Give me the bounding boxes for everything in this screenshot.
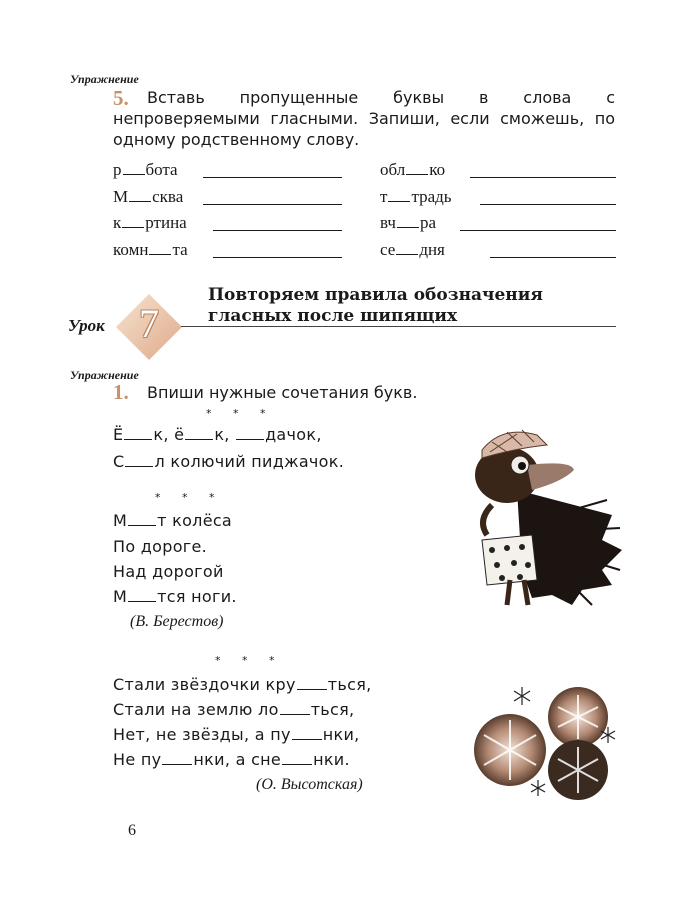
lesson-title-line2: гласных после шипящих xyxy=(208,306,458,326)
answer-line[interactable] xyxy=(213,257,342,258)
answer-line[interactable] xyxy=(203,204,342,205)
blank-gap[interactable] xyxy=(129,200,151,202)
stanza-divider: * * * xyxy=(155,491,224,504)
stanza-divider: * * * xyxy=(215,654,284,667)
exercise-number: 5. xyxy=(113,86,129,110)
blank-gap[interactable] xyxy=(282,763,312,765)
word-item: вч ра xyxy=(380,213,436,232)
blank-gap[interactable] xyxy=(185,438,213,440)
snowflake-balls-illustration xyxy=(470,675,620,805)
blank-gap[interactable] xyxy=(396,253,418,255)
blank-gap[interactable] xyxy=(280,713,310,715)
answer-line[interactable] xyxy=(203,177,342,178)
poem-line: М т колёса xyxy=(113,511,233,530)
blank-gap[interactable] xyxy=(149,253,171,255)
blank-gap[interactable] xyxy=(162,763,192,765)
word-item: обл ко xyxy=(380,160,446,179)
blank-gap[interactable] xyxy=(124,438,152,440)
poem-line: По дороге. xyxy=(113,537,208,556)
poem-author: (О. Высотская) xyxy=(256,776,363,793)
exercise-instruction: Вставь пропущенные буквы в слова с непроверяемыми гласными. Запиши, если сможешь, по одному родственному слову. xyxy=(113,88,615,149)
hedgehog-illustration xyxy=(462,420,622,610)
blank-gap[interactable] xyxy=(128,524,156,526)
blank-gap[interactable] xyxy=(123,173,145,175)
exercise-instruction: Впиши нужные сочетания букв. xyxy=(147,383,418,402)
exercise-tag: Упражнение xyxy=(70,72,139,86)
poem-line: Стали звёздочки кру ться, xyxy=(113,675,372,694)
blank-gap[interactable] xyxy=(128,600,156,602)
answer-line[interactable] xyxy=(460,230,616,231)
exercise-number: 1. xyxy=(113,380,129,404)
word-item: к ртина xyxy=(113,213,187,232)
answer-line[interactable] xyxy=(213,230,342,231)
answer-line[interactable] xyxy=(470,177,616,178)
poem-line: Не пу нки, а сне нки. xyxy=(113,750,350,769)
answer-line[interactable] xyxy=(490,257,616,258)
page-number: 6 xyxy=(128,822,136,839)
blank-gap[interactable] xyxy=(292,738,322,740)
blank-gap[interactable] xyxy=(406,173,428,175)
word-item: т традь xyxy=(380,187,452,206)
lesson-number: 7 xyxy=(139,301,159,346)
poem-line: Над дорогой xyxy=(113,562,224,581)
poem-line: Ё к, ё к, дачок, xyxy=(113,425,322,444)
answer-line[interactable] xyxy=(480,204,616,205)
word-item: р бота xyxy=(113,160,178,179)
lesson-title-line1: Повторяем правила обозначения xyxy=(208,285,543,305)
lesson-underline xyxy=(181,326,616,327)
blank-gap[interactable] xyxy=(397,226,419,228)
blank-gap[interactable] xyxy=(236,438,264,440)
word-item: се дня xyxy=(380,240,445,259)
poem-line: С л колючий пиджачок. xyxy=(113,452,345,471)
poem-author: (В. Берестов) xyxy=(130,613,224,630)
poem-line: М тся ноги. xyxy=(113,587,237,606)
poem-line: Нет, не звёзды, а пу нки, xyxy=(113,725,360,744)
exercise-tag: Упражнение xyxy=(70,368,139,382)
blank-gap[interactable] xyxy=(122,226,144,228)
stanza-divider: * * * xyxy=(206,407,275,420)
lesson-label: Урок xyxy=(68,316,105,335)
blank-gap[interactable] xyxy=(388,200,410,202)
blank-gap[interactable] xyxy=(125,465,153,467)
blank-gap[interactable] xyxy=(297,688,327,690)
word-item: комн та xyxy=(113,240,188,259)
word-item: М сква xyxy=(113,187,184,206)
poem-line: Стали на землю ло ться, xyxy=(113,700,355,719)
